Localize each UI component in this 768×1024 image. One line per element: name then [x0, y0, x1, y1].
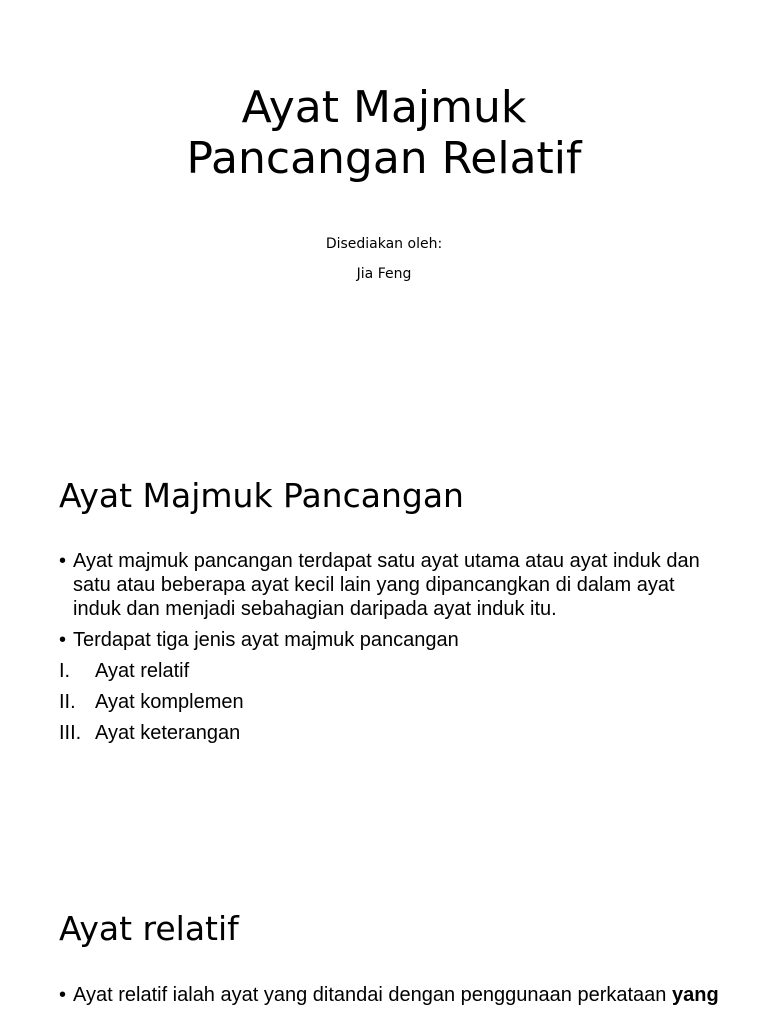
numbered-item: [59, 721, 719, 745]
slide-heading: Ayat Majmuk Pancangan: [59, 476, 464, 515]
slide-title-heading: [0, 82, 768, 184]
prepared-by-label: Disediakan oleh:: [325, 236, 443, 252]
slide-ayat-majmuk-pancangan: [0, 432, 768, 864]
bullet-text-bold: yang: [672, 984, 719, 1006]
slide-body: [59, 549, 719, 752]
numbered-item: [59, 659, 719, 683]
item-text: Ayat relatif: [95, 660, 190, 682]
item-text: Ayat keterangan: [95, 722, 241, 744]
slide-subtitle: [0, 229, 768, 289]
author-name: Jia Feng: [356, 266, 412, 282]
item-text: Ayat komplemen: [95, 691, 244, 713]
item-number: I.: [59, 660, 71, 682]
item-number: II.: [59, 691, 76, 713]
bullet-mark: •: [59, 629, 67, 651]
slide-title: [0, 0, 768, 432]
title-line-1: Ayat Majmuk: [241, 82, 527, 133]
bullet-text: Terdapat tiga jenis ayat majmuk pancangan: [73, 629, 459, 651]
bullet-text-plain: Ayat relatif ialah ayat yang ditandai dengan penggunaan perkataan: [73, 984, 667, 1006]
numbered-item: [59, 690, 719, 714]
item-number: III.: [59, 722, 82, 744]
slide-body: [59, 983, 719, 1014]
bullet-item: [59, 628, 719, 652]
slide-heading: Ayat relatif: [59, 909, 239, 948]
title-line-2: Pancangan Relatif: [186, 133, 582, 184]
bullet-mark: •: [59, 984, 67, 1006]
bullet-mark: •: [59, 550, 67, 572]
slide-ayat-relatif: [0, 864, 768, 1024]
bullet-text: [73, 983, 719, 1007]
bullet-item: [59, 983, 719, 1007]
bullet-text: Ayat majmuk pancangan terdapat satu ayat utama atau ayat induk dan satu atau beberapa ayat kecil lain yang dipancangkan di dalam ayat induk dan menjadi sebahagian daripada ayat induk itu.: [73, 550, 700, 620]
bullet-item: [59, 549, 719, 621]
